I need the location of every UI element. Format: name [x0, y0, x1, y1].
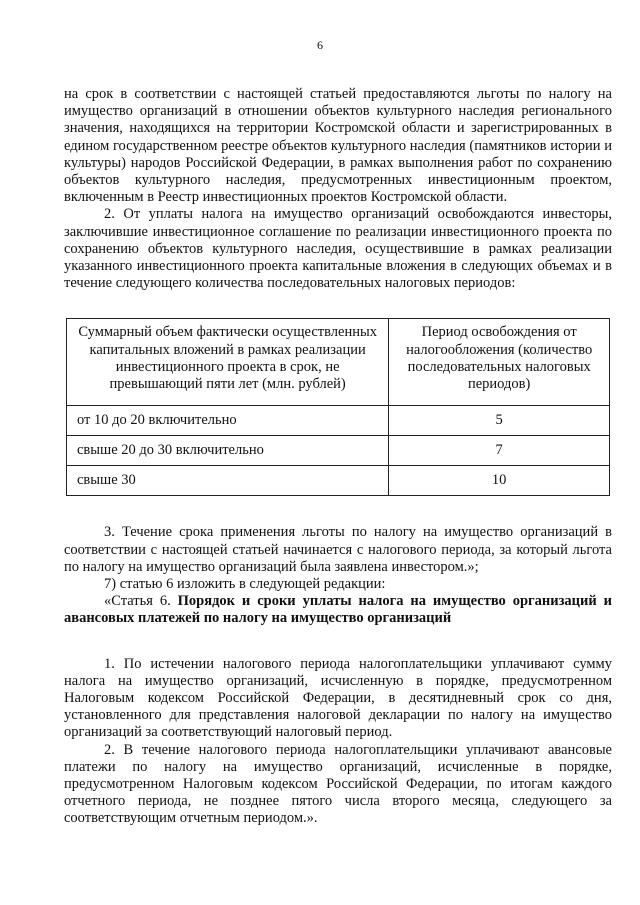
header-exemption-period: Период освобождения от налогообложения (количество последовательных налоговых периодов) [389, 319, 610, 406]
clause-2-paragraph: 2. От уплаты налога на имущество организаций освобождаются инвесторы, заключившие инвестиционное соглашение по реализации инвестиционного проекта по сохранению объектов культурного наследия, осуществившие в рамках реализации указанного инвестиционного проекта капитальные вложения в следующих объемах и в течение следующего количества последовательных налоговых периодов: [64, 206, 612, 292]
table-row [67, 436, 610, 466]
table-header-row [67, 319, 610, 406]
page-number: 6 [317, 38, 323, 52]
article-6-heading [64, 593, 612, 627]
investment-range-cell: свыше 20 до 30 включительно [67, 436, 389, 466]
document-body [64, 86, 612, 828]
clause-3-paragraph: 3. Течение срока применения льготы по налогу на имущество организаций в соответствии с настоящей статьей начинается с налогового периода, за который льгота по налогу на имущество организаций была заявлена инвестором.»; [64, 524, 612, 575]
amendment-7-paragraph: 7) статью 6 изложить в следующей редакции: [104, 576, 386, 593]
article-6-clause-1: 1. По истечении налогового периода налогоплательщики уплачивают сумму налога на имущество организаций, исчисленную в порядке, предусмотренном Налоговым кодексом Российской Федерации, в десятидневный срок со дня, установленного для представления налоговой декларации по налогу на имущество организаций за соответствующий налоговый период. [64, 655, 612, 741]
exemption-period-cell: 5 [389, 406, 610, 436]
investment-benefits-table [66, 318, 610, 496]
table-row [67, 466, 610, 496]
investment-range-cell: от 10 до 20 включительно [67, 406, 389, 436]
header-investment-volume: Суммарный объем фактически осуществленных капитальных вложений в рамках реализации инвестиционного проекта в срок, не превышающий пяти лет (млн. рублей) [67, 319, 389, 406]
investment-range-cell: свыше 30 [67, 466, 389, 496]
table-row [67, 406, 610, 436]
article-prefix: «Статья 6. [104, 593, 178, 610]
exemption-period-cell: 10 [389, 466, 610, 496]
article-6-clause-2: 2. В течение налогового периода налогоплательщики уплачивают авансовые платежи по налогу на имущество организаций, исчисленные в порядке, предусмотренном Налоговым кодексом Российской Федерации, по итогам каждого отчетного периода, не позднее пятого числа второго месяца, следующего за соответствующим отчетным периодом.». [64, 741, 612, 827]
intro-paragraph: на срок в соответствии с настоящей статьей предоставляются льготы по налогу на имущество организаций в отношении объектов культурного наследия регионального значения, находящихся на территории Костромской области и зарегистрированных в едином государственном реестре объектов культурного наследия (памятников истории и культуры) народов Российской Федерации, в рамках выполнения работ по сохранению объектов культурного наследия, предусмотренных инвестиционным проектом, включенным в Реестр инвестиционных проектов Костромской области. [64, 86, 612, 206]
article-title: Порядок и сроки уплаты налога на имущество организаций и авансовых платежей по налогу на имущество организаций [64, 593, 612, 627]
exemption-period-cell: 7 [389, 436, 610, 466]
